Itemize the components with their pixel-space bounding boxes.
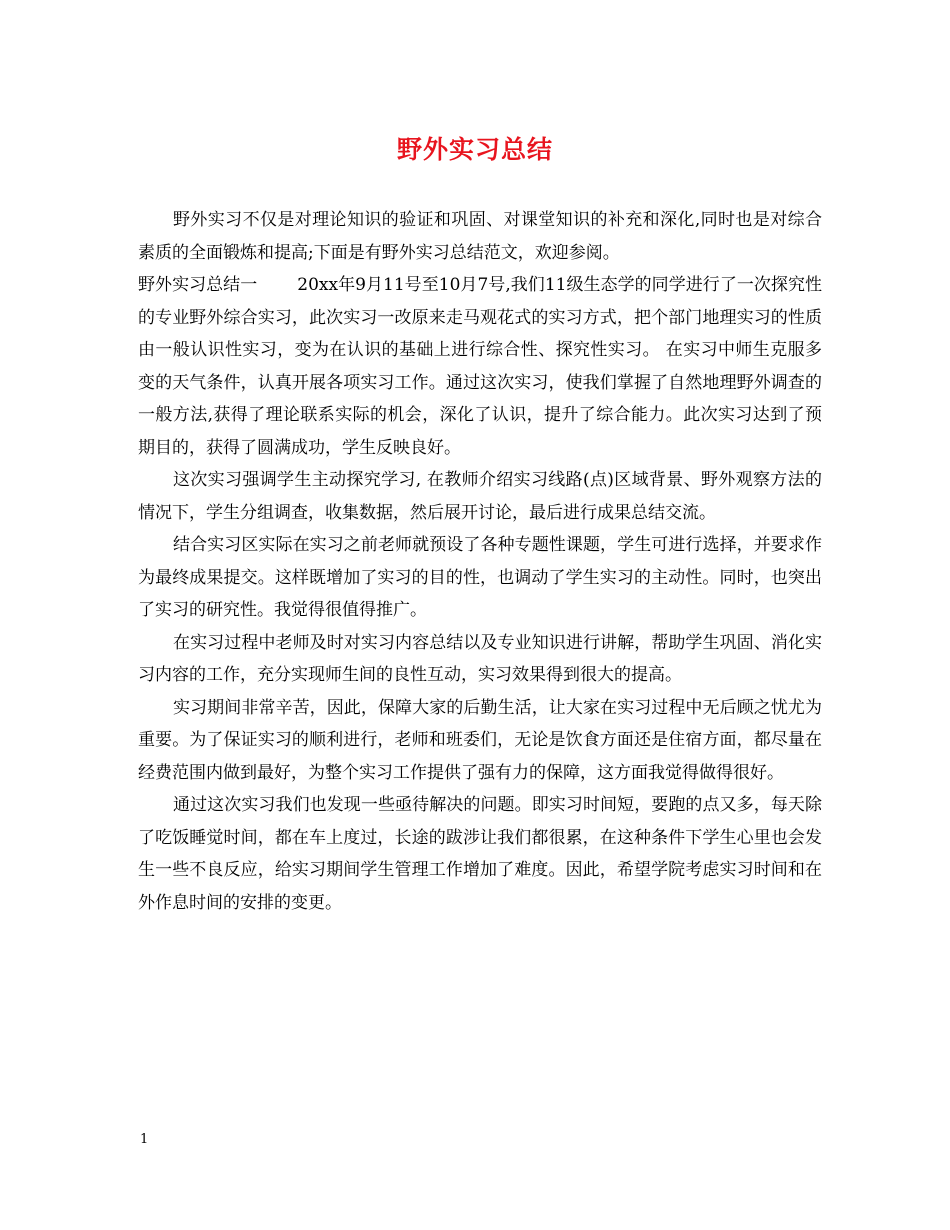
document-body	[138, 204, 822, 919]
section-label: 野外实习总结一	[138, 275, 258, 295]
paragraph-teacher-summary: 在实习过程中老师及时对实习内容总结以及专业知识进行讲解，帮助学生巩固、消化实习内容的工作，充分实现师生间的良性互动，实习效果得到很大的提高。	[138, 632, 822, 685]
paragraph-topics: 结合实习区实际在实习之前老师就预设了各种专题性课题，学生可进行选择，并要求作为最终成果提交。这样既增加了实习的目的性，也调动了学生实习的主动性。同时，也突出了实习的研究性。我觉得很值得推广。	[138, 535, 822, 620]
paragraph-section-one	[138, 269, 822, 464]
page-number: 1	[140, 1132, 149, 1147]
paragraph-intro: 野外实习不仅是对理论知识的验证和巩固、对课堂知识的补充和深化,同时也是对综合素质的全面锻炼和提高;下面是有野外实习总结范文，欢迎参阅。	[138, 210, 822, 263]
paragraph-logistics: 实习期间非常辛苦，因此，保障大家的后勤生活，让大家在实习过程中无后顾之忧尤为重要。为了保证实习的顺利进行，老师和班委们，无论是饮食方面还是住宿方面，都尽量在经费范围内做到最好，为整个实习工作提供了强有力的保障，这方面我觉得做得很好。	[138, 697, 822, 783]
section-one-text: 20xx年9月11号至10月7号,我们11级生态学的同学进行了一次探究性的专业野外综合实习，此次实习一改原来走马观花式的实习方式，把个部门地理实习的性质由一般认识性实习，变为在认识的基础上进行综合性、探究性实习。 在实习中师生克服多变的天气条件，认真开展各项实习工作。通过这次实习，使我们掌握了自然地理野外调查的一般方法,获得了理论联系实际的机会，深化了认识，提升了综合能力。此次实习达到了预期目的，获得了圆满成功，学生反映良好。	[138, 275, 822, 458]
document-title: 野外实习总结	[396, 135, 553, 164]
paragraph-problems: 通过这次实习我们也发现一些亟待解决的问题。即实习时间短，要跑的点又多，每天除了吃饭睡觉时间，都在车上度过，长途的跋涉让我们都很累，在这种条件下学生心里也会发生一些不良反应，给实习期间学生管理工作增加了难度。因此，希望学院考虑实习时间和在外作息时间的安排的变更。	[138, 795, 822, 913]
paragraph-active-learning: 这次实习强调学生主动探究学习, 在教师介绍实习线路(点)区域背景、野外观察方法的情况下，学生分组调查，收集数据，然后展开讨论，最后进行成果总结交流。	[138, 470, 822, 523]
